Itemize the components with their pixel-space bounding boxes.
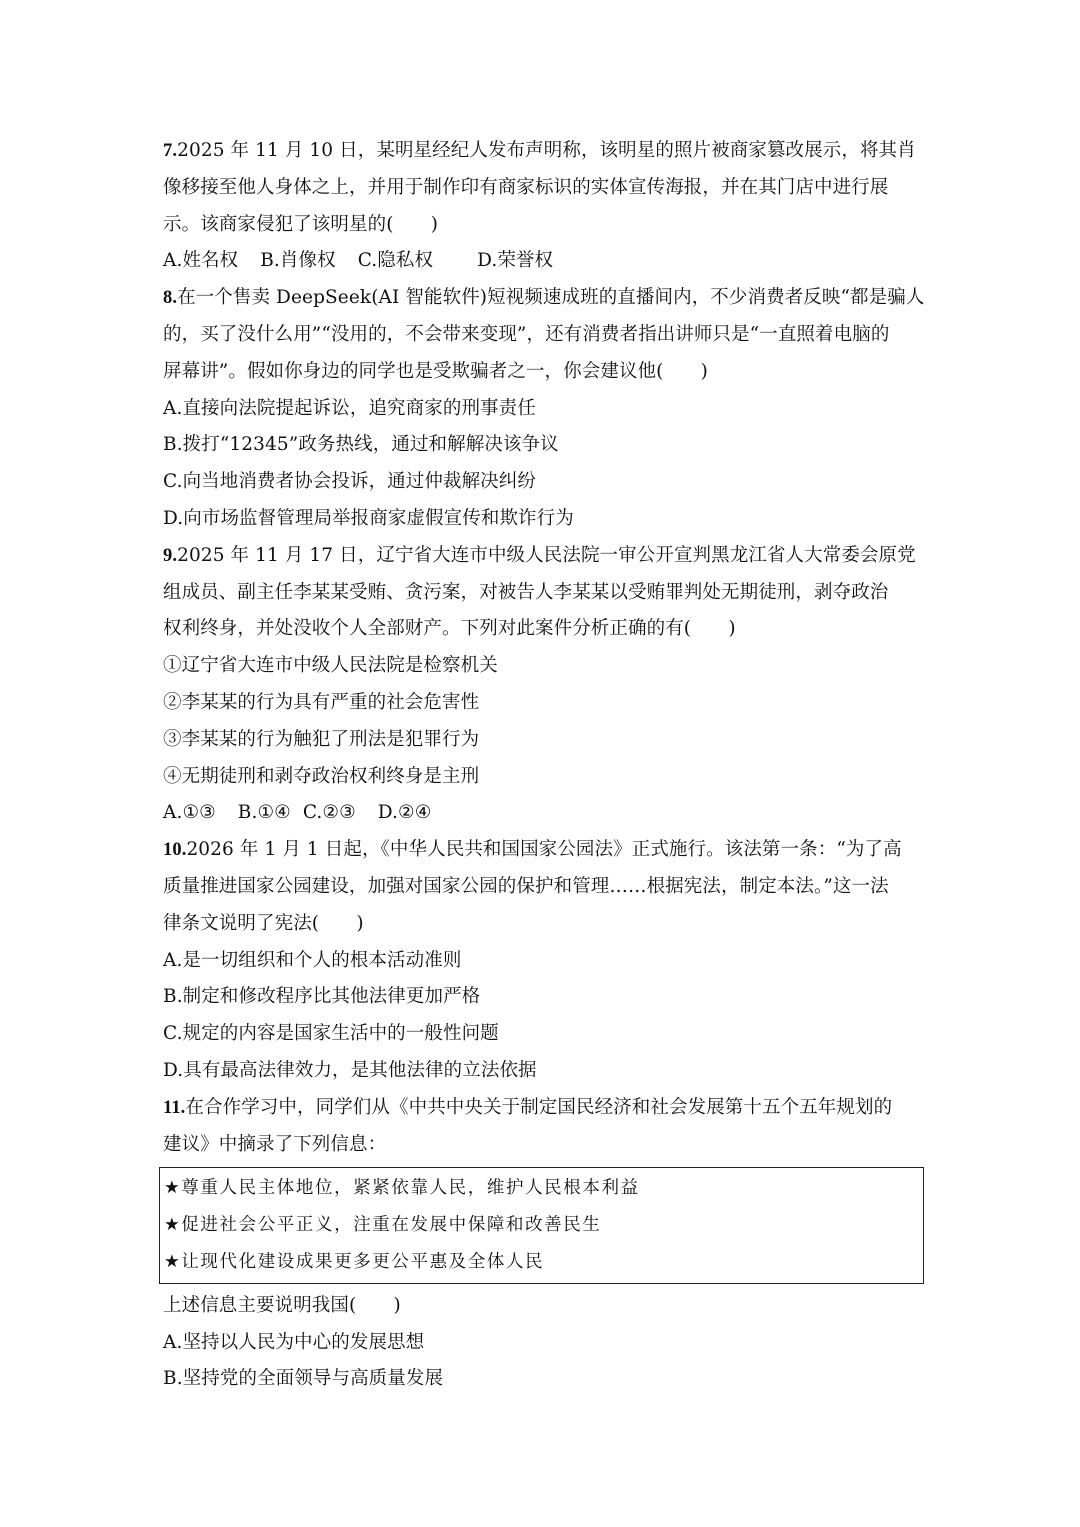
option-a[interactable]: A.是一切组织和个人的根本活动准则 <box>163 949 462 971</box>
excerpt-item-3: ★让现代化建设成果更多更公平惠及全体人民 <box>164 1251 545 1272</box>
question-11-line-1: 11.在合作学习中，同学们从《中共中央关于制定国民经济和社会发展第十五个五年规划的 <box>163 1096 893 1118</box>
question-7 <box>163 133 920 280</box>
excerpt-box <box>159 1167 924 1283</box>
option-c[interactable]: C.规定的内容是国家生活中的一般性问题 <box>163 1023 499 1045</box>
question-8-line-2: 的，买了没什么用”“没用的，不会带来变现”，还有消费者指出讲师只是“一直照着电脑的 <box>163 323 890 345</box>
question-10-number: 10. <box>163 840 187 861</box>
excerpt-item-1: ★尊重人民主体地位，紧紧依靠人民，维护人民根本利益 <box>164 1178 640 1199</box>
statement-1: ①辽宁省大连市中级人民法院是检察机关 <box>163 655 498 677</box>
question-9-line-2: 组成员、副主任李某某受贿、贪污案，对被告人李某某以受贿罪判处无期徒刑，剥夺政治 <box>163 581 889 603</box>
statement-3: ③李某某的行为触犯了刑法是犯罪行为 <box>163 728 480 750</box>
option-b[interactable]: B.肖像权 <box>260 250 336 272</box>
question-10-line-2: 质量推进国家公园建设，加强对国家公园的保护和管理……根据宪法，制定本法。”这一法 <box>163 875 889 897</box>
question-11-prompt: 上述信息主要说明我国( ) <box>163 1294 401 1316</box>
option-a[interactable]: A.直接向法院提起诉讼，追究商家的刑事责任 <box>163 397 536 419</box>
statement-4: ④无期徒刑和剥夺政治权利终身是主刑 <box>163 765 480 787</box>
question-10 <box>163 832 920 1090</box>
question-7-options <box>163 243 920 280</box>
question-8 <box>163 280 925 538</box>
question-9-line-3: 权利终身，并处没收个人全部财产。下列对此案件分析正确的有( ) <box>163 618 736 640</box>
option-b[interactable]: B.①④ <box>237 802 291 824</box>
question-10-line-1: 10.2026 年 1 月 1 日起，《中华人民共和国国家公园法》正式施行。该法第一条：“为了高 <box>163 839 902 861</box>
question-11-number: 11. <box>163 1097 186 1118</box>
question-8-line-1: 8.在一个售卖 DeepSeek(AI 智能软件)短视频速成班的直播间内，不少消费者反映“都是骗人 <box>163 287 925 309</box>
option-d[interactable]: D.具有最高法律效力，是其他法律的立法依据 <box>163 1059 537 1081</box>
option-b[interactable]: B.制定和修改程序比其他法律更加严格 <box>163 986 481 1008</box>
question-8-line-3: 屏幕讲”。假如你身边的同学也是受欺骗者之一，你会建议他( ) <box>163 360 708 382</box>
option-d[interactable]: D.向市场监督管理局举报商家虚假宣传和欺诈行为 <box>163 507 574 529</box>
question-9-line-1: 9.2025 年 11 月 17 日，辽宁省大连市中级人民法院一审公开宣判黑龙江省人大常委会原党 <box>163 544 916 566</box>
question-9 <box>163 538 920 832</box>
question-8-number: 8. <box>163 288 178 309</box>
option-b[interactable]: B.拨打“12345”政务热线，通过和解解决该争议 <box>163 434 559 456</box>
question-9-number: 9. <box>163 545 178 566</box>
option-c[interactable]: C.隐私权 <box>357 250 434 272</box>
option-a[interactable]: A.坚持以人民为中心的发展思想 <box>163 1331 425 1353</box>
question-11 <box>163 1090 920 1398</box>
question-7-line-1: 7.2025 年 11 月 10 日，某明星经纪人发布声明称，该明星的照片被商家篡改展示，将其肖 <box>163 140 916 161</box>
option-b[interactable]: B.坚持党的全面领导与高质量发展 <box>163 1368 444 1390</box>
question-10-line-3: 律条文说明了宪法( ) <box>163 912 364 934</box>
option-d[interactable]: D.荣誉权 <box>477 250 554 272</box>
statement-2: ②李某某的行为具有严重的社会危害性 <box>163 691 480 713</box>
option-a[interactable]: A.①③ <box>163 802 216 824</box>
question-9-options <box>163 795 920 832</box>
question-11-line-2: 建议》中摘录了下列信息： <box>163 1133 387 1155</box>
option-c[interactable]: C.②③ <box>302 802 356 824</box>
option-a[interactable]: A.姓名权 <box>163 250 239 272</box>
question-7-line-2: 像移接至他人身体之上，并用于制作印有商家标识的实体宣传海报，并在其门店中进行展 <box>163 176 889 198</box>
question-7-number: 7. <box>163 141 178 161</box>
excerpt-item-2: ★促进社会公平正义，注重在发展中保障和改善民生 <box>164 1215 602 1236</box>
question-7-line-3: 示。该商家侵犯了该明星的( ) <box>163 213 439 235</box>
option-c[interactable]: C.向当地消费者协会投诉，通过仲裁解决纠纷 <box>163 471 536 493</box>
exam-page <box>163 133 925 1398</box>
option-d[interactable]: D.②④ <box>377 802 432 824</box>
